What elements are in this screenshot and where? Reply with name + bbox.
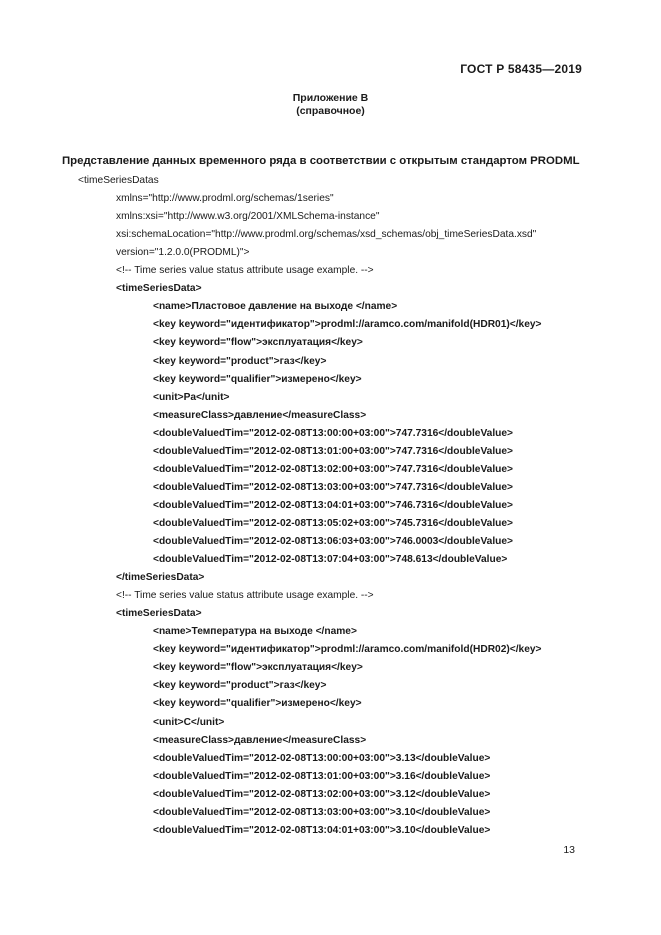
code-line: xmlns="http://www.prodml.org/schemas/1series" <box>116 193 334 205</box>
code-line: <timeSeriesDatas <box>78 175 159 186</box>
code-line: </timeSeriesData> <box>116 572 205 584</box>
code-line: xmlns:xsi="http://www.w3.org/2001/XMLSchema-instance" <box>116 211 380 223</box>
annex-subtitle: (справочное) <box>296 105 365 117</box>
code-line: <timeSeriesData> <box>116 608 202 620</box>
code-line: <unit>C</unit> <box>153 716 225 728</box>
code-line: <doubleValuedTim="2012-02-08T13:03:00+03:00">3.10</doubleValue> <box>153 806 491 818</box>
code-line: <doubleValuedTim="2012-02-08T13:05:02+03:00">745.7316</doubleValue> <box>153 517 514 529</box>
code-line: <name>Температура на выходе </name> <box>153 626 357 638</box>
code-line: <doubleValuedTim="2012-02-08T13:00:00+03:00">747.7316</doubleValue> <box>153 427 514 439</box>
code-line: <doubleValuedTim="2012-02-08T13:03:00+03:00">747.7316</doubleValue> <box>153 481 514 493</box>
code-line: <doubleValuedTim="2012-02-08T13:02:00+03:00">3.12</doubleValue> <box>153 788 491 800</box>
code-line: <key keyword="flow">эксплуатация</key> <box>153 337 363 349</box>
code-line: <measureClass>давление</measureClass> <box>153 734 367 746</box>
code-line: <key keyword="идентификатор">prodml://aramco.com/manifold(HDR02)</key> <box>153 644 542 656</box>
code-line: <doubleValuedTim="2012-02-08T13:06:03+03:00">746.0003</doubleValue> <box>153 536 514 547</box>
code-line: <key keyword="product">газ</key> <box>153 680 327 692</box>
code-line: <!-- Time series value status attribute usage example. --> <box>116 590 374 602</box>
code-line: <key keyword="qualifier">измерено</key> <box>153 698 362 710</box>
code-line: <doubleValuedTim="2012-02-08T13:02:00+03:00">747.7316</doubleValue> <box>153 463 514 475</box>
code-line: <key keyword="qualifier">измерено</key> <box>153 373 362 385</box>
code-line: <name>Пластовое давление на выходе </name> <box>153 301 398 313</box>
page-number: 13 <box>563 844 575 856</box>
code-line: <doubleValuedTim="2012-02-08T13:04:01+03:00">3.10</doubleValue> <box>153 824 491 836</box>
annex-title: Приложение В <box>292 92 369 104</box>
section-heading: Представление данных временного ряда в соответствии с открытым стандартом PRODML <box>62 155 580 167</box>
code-line: <measureClass>давление</measureClass> <box>153 409 367 421</box>
code-line: xsi:schemaLocation="http://www.prodml.org/schemas/xsd_schemas/obj_timeSeriesData.xsd" <box>116 229 537 241</box>
code-line: <unit>Pa</unit> <box>153 391 230 403</box>
code-line: <!-- Time series value status attribute usage example. --> <box>116 265 374 277</box>
code-line: <key keyword="идентификатор">prodml://aramco.com/manifold(HDR01)</key> <box>153 319 542 331</box>
code-line: <doubleValuedTim="2012-02-08T13:01:00+03:00">747.7316</doubleValue> <box>153 445 514 457</box>
code-line: <doubleValuedTim="2012-02-08T13:00:00+03:00">3.13</doubleValue> <box>153 752 491 764</box>
standard-number: ГОСТ Р 58435—2019 <box>460 62 582 76</box>
code-line: <doubleValuedTim="2012-02-08T13:01:00+03:00">3.16</doubleValue> <box>153 770 491 782</box>
code-line: version="1.2.0.0(PRODML)"> <box>116 247 250 259</box>
code-line: <key keyword="flow">эксплуатация</key> <box>153 662 363 674</box>
code-line: <doubleValuedTim="2012-02-08T13:04:01+03:00">746.7316</doubleValue> <box>153 499 514 511</box>
code-line: <doubleValuedTim="2012-02-08T13:07:04+03:00">748.613</doubleValue> <box>153 554 508 566</box>
code-line: <key keyword="product">газ</key> <box>153 355 327 367</box>
code-line: <timeSeriesData> <box>116 283 202 295</box>
